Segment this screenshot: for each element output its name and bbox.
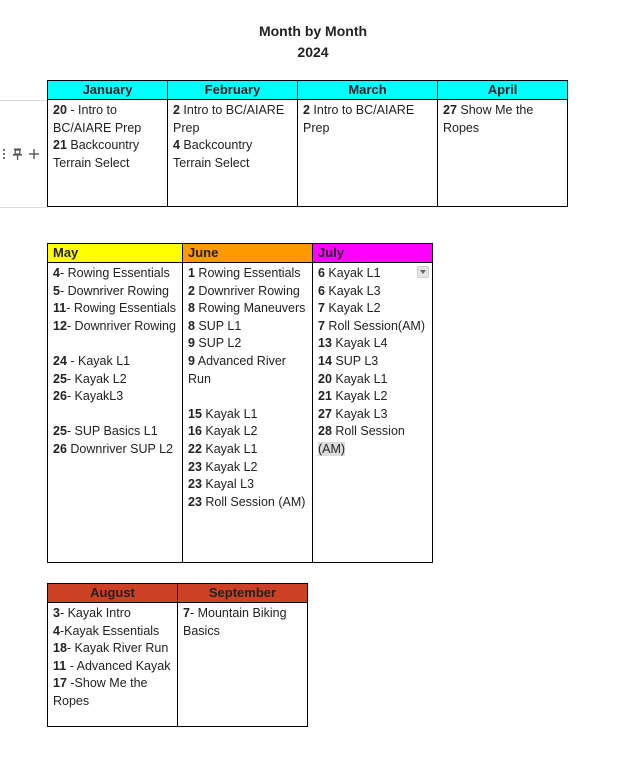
schedule-entry [53, 623, 172, 641]
pin-icon[interactable] [12, 148, 23, 160]
schedule-entry [318, 318, 427, 336]
entry-date: 23 [188, 459, 202, 474]
entry-text: Kayak L3 [331, 406, 388, 421]
schedule-entry [188, 459, 307, 477]
entry-date: 28 [318, 424, 332, 439]
entry-date: 16 [188, 424, 202, 439]
entry-date: 26 [53, 389, 67, 404]
schedule-entry [318, 265, 427, 283]
schedule-entry [188, 335, 307, 353]
schedule-entry [53, 371, 177, 389]
header-april: April [438, 81, 568, 100]
entry-text: Kayak L2 [201, 424, 258, 439]
header-may: May [48, 244, 183, 263]
entry-text: - Kayak L2 [66, 371, 127, 386]
schedule-entry [318, 353, 427, 371]
schedule-entry [53, 605, 172, 623]
schedule-entry [53, 640, 172, 658]
entry-text: Show Me the Ropes [443, 103, 534, 135]
header-july: July [313, 244, 433, 263]
header-january: January [48, 81, 168, 100]
row-tools [0, 144, 46, 164]
entry-date: 6 [318, 283, 325, 298]
entry-text: Kayak L2 [201, 459, 258, 474]
schedule-entry [318, 406, 427, 424]
entry-date: 24 [53, 353, 67, 368]
entry-text: - SUP Basics L1 [66, 424, 158, 439]
schedule-entry [188, 406, 307, 424]
entry-date: 23 [188, 477, 202, 492]
entry-text: Roll Session (AM) [201, 494, 306, 509]
schedule-entry [188, 283, 307, 301]
row-guide-top [0, 100, 48, 101]
entry-date: 13 [318, 336, 332, 351]
entry-date: 7 [318, 301, 325, 316]
entry-date: 27 [318, 406, 332, 421]
schedule-entry [53, 318, 177, 336]
entry-date: 2 [303, 103, 310, 117]
schedule-entry [188, 353, 307, 388]
blank-line [53, 406, 177, 424]
add-row-icon[interactable] [29, 149, 39, 159]
schedule-entry [53, 423, 177, 441]
schedule-entry [188, 476, 307, 494]
entry-date: 25 [53, 424, 67, 439]
entry-date: 11 [53, 658, 67, 673]
entry-date: 20 [53, 103, 67, 117]
entry-date: 9 [188, 353, 195, 368]
entry-text: - Rowing Essentials [66, 301, 176, 316]
schedule-entry [53, 300, 177, 318]
cell-july[interactable] [313, 263, 433, 563]
schedule-entry [53, 388, 177, 406]
doc-title: Month by Month [258, 23, 368, 39]
entry-date: 5 [53, 283, 60, 298]
entry-date: 27 [443, 103, 457, 117]
entry-date: 4 [173, 138, 180, 153]
schedule-entry [173, 137, 292, 172]
entry-date: 1 [188, 266, 195, 280]
entry-date: 2 [188, 283, 195, 298]
entry-date: 4 [53, 266, 60, 280]
cell-march[interactable] [298, 100, 438, 207]
schedule-entry [188, 300, 307, 318]
cell-dropdown-icon[interactable] [417, 266, 429, 278]
entry-date: 25 [53, 371, 67, 386]
schedule-entry [318, 335, 427, 353]
entry-text: -Show Me the Ropes [53, 676, 148, 708]
entry-date: 14 [318, 353, 332, 368]
entry-text: Advanced River Run [188, 353, 286, 386]
table-summer [47, 243, 433, 563]
entry-text: Backcountry Terrain Select [53, 138, 140, 170]
cell-may[interactable] [48, 263, 183, 563]
entry-text: Roll Session(AM) [324, 318, 425, 333]
schedule-entry [183, 605, 302, 640]
entry-date: 8 [188, 318, 195, 333]
entry-text: Kayak L2 [324, 301, 381, 316]
cell-august[interactable] [48, 603, 178, 727]
entry-text: - Intro to BC/AIARE Prep [53, 103, 142, 135]
row-guide-bottom [0, 207, 48, 208]
entry-text: - Downriver Rowing [59, 283, 170, 298]
entry-text: -Kayak Essentials [59, 623, 160, 638]
entry-text: - KayakL3 [66, 389, 124, 404]
cell-september[interactable] [178, 603, 308, 727]
entry-date: 21 [318, 389, 332, 404]
schedule-entry [53, 137, 162, 172]
entry-date: 21 [53, 138, 67, 153]
entry-text: Kayak L1 [201, 441, 258, 456]
entry-text: Kayak L1 [324, 266, 381, 280]
schedule-entry [173, 102, 292, 137]
entry-text: Kayak L2 [331, 389, 388, 404]
entry-text: - Downriver Rowing [66, 318, 176, 333]
entry-text: Kayal L3 [201, 477, 255, 492]
entry-text: SUP L1 [194, 318, 242, 333]
header-june: June [183, 244, 313, 263]
entry-date: 22 [188, 441, 202, 456]
schedule-entry [318, 371, 427, 389]
entry-date: 3 [53, 606, 60, 620]
entry-date: 7 [318, 318, 325, 333]
schedule-entry [53, 675, 172, 710]
entry-text: - Kayak River Run [66, 641, 169, 656]
schedule-entry [188, 441, 307, 459]
header-march: March [298, 81, 438, 100]
entry-text: SUP L2 [194, 336, 242, 351]
entry-text: Rowing Essentials [194, 266, 301, 280]
entry-text: - Kayak Intro [59, 606, 131, 620]
entry-text: Downriver Rowing [194, 283, 300, 298]
cell-january[interactable] [48, 100, 168, 207]
entry-date: 15 [188, 406, 202, 421]
schedule-entry [188, 265, 307, 283]
entry-date: 18 [53, 641, 67, 656]
entry-text: Intro to BC/AIARE Prep [173, 103, 285, 135]
entry-text: Intro to BC/AIARE Prep [303, 103, 415, 135]
entry-date: 26 [53, 441, 67, 456]
entry-text: - Rowing Essentials [59, 266, 170, 280]
schedule-entry [53, 102, 162, 137]
entry-text: Backcountry Terrain Select [173, 138, 253, 170]
entry-highlight: (AM) [318, 441, 346, 456]
entry-text: SUP L3 [331, 353, 379, 368]
entry-text: Roll Session [331, 424, 405, 439]
doc-year: 2024 [297, 44, 329, 60]
schedule-entry [53, 353, 177, 371]
entry-date: 11 [53, 301, 67, 316]
entry-date: 12 [53, 318, 67, 333]
cell-april[interactable] [438, 100, 568, 207]
blank-line [53, 335, 177, 353]
header-september: September [178, 584, 308, 603]
schedule-entry [53, 441, 177, 459]
schedule-entry [318, 423, 427, 458]
entry-text: - Kayak L1 [66, 353, 131, 368]
entry-date: 17 [53, 676, 67, 691]
header-august: August [48, 584, 178, 603]
entry-text: - Mountain Biking Basics [183, 606, 287, 638]
schedule-entry [303, 102, 432, 137]
entry-text: Kayak L4 [331, 336, 388, 351]
table-fall [47, 583, 308, 727]
schedule-entry [188, 494, 307, 512]
entry-date: 7 [183, 606, 190, 620]
entry-date: 20 [318, 371, 332, 386]
drag-handle-icon[interactable] [2, 148, 6, 160]
header-february: February [168, 81, 298, 100]
schedule-entry [443, 102, 562, 137]
schedule-entry [53, 265, 177, 283]
entry-text: Kayak L1 [201, 406, 258, 421]
entry-date: 2 [173, 103, 180, 117]
blank-line [188, 388, 307, 406]
cell-june[interactable] [183, 263, 313, 563]
table-q1 [47, 80, 568, 207]
entry-text: Kayak L3 [324, 283, 381, 298]
entry-date: 6 [318, 266, 325, 280]
entry-date: 8 [188, 301, 195, 316]
entry-text: Rowing Maneuvers [194, 301, 306, 316]
schedule-entry [53, 283, 177, 301]
entry-text: Downriver SUP L2 [66, 441, 173, 456]
entry-text: - Advanced Kayak [66, 658, 171, 673]
entry-date: 4 [53, 623, 60, 638]
entry-date: 23 [188, 494, 202, 509]
entry-date: 9 [188, 336, 195, 351]
entry-text: Kayak L1 [331, 371, 388, 386]
schedule-entry [188, 318, 307, 336]
cell-february[interactable] [168, 100, 298, 207]
schedule-entry [318, 300, 427, 318]
schedule-entry [318, 283, 427, 301]
schedule-entry [53, 658, 172, 676]
schedule-entry [318, 388, 427, 406]
schedule-entry [188, 423, 307, 441]
